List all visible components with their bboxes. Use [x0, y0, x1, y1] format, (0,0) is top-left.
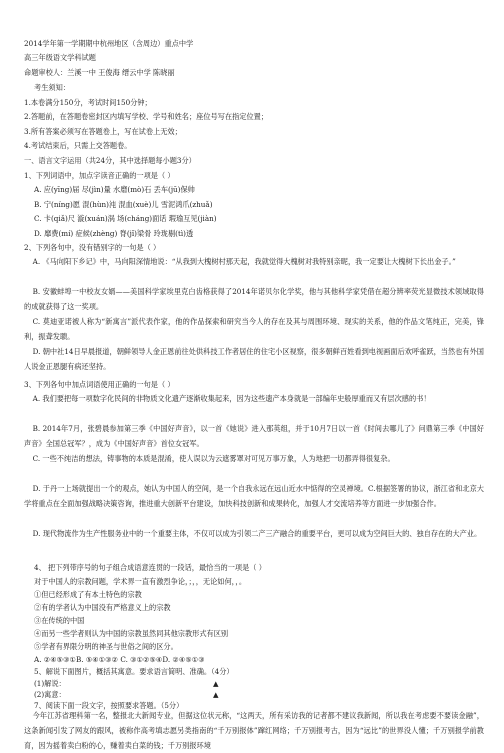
- exam-subtitle: 高三年级语文学科试题: [24, 53, 96, 62]
- question-6-stem: 7、阅读下面一段文字，按照要求答题。（5分）: [34, 701, 184, 710]
- question-4-item: ②有的学者认为中国没有严格意义上的宗教: [34, 603, 171, 612]
- answer-marker-icon: ▲: [212, 690, 219, 699]
- question-3-option-c: C. 一些不纯洁的想法，铸事物的本质是混淆，使人误以为云遮雾罩对可见万事万象，人为地把一切都弄得很复杂。: [32, 454, 395, 463]
- question-2-option-d: D. 朝中社14日早晨报道，朝鲜领导人金正恩前往处供科技工作者居住的住宅小区视察，很多朝鲜百姓看到电视画面后欢呼雀跃，当然也有外国人说金正恩腿有病还坚持。: [24, 347, 484, 371]
- question-4-stem: 4、 把下列带序号的句子组合成语意连贯的一段话，最恰当的一项是（ ）: [34, 563, 266, 572]
- question-3-option-d2: D. 现代物流作为生产性服务业中的一个重要主体，不仅可以成为引领二产三产融合的重要平台，更可以成为空间巨大的、独自存在的大产业。: [32, 529, 482, 538]
- question-2-stem: 2、下列各句中，没有错别字的一句是（ ）: [24, 243, 161, 252]
- question-4-lead: 对于中国人的宗教问题，学术界一直有激烈争论，；，，无论如何，，。: [34, 577, 247, 586]
- question-1-option-c: C. 卡(qiǎ)尺 漩(xuán)涡 场(cháng)面话 瑕瑜互见(jiàn): [34, 214, 217, 223]
- question-2-option-a: A. 《马向阳下乡记》中，马向阳深情地说：“从我到大槐树村那天起，我就觉得大槐树对我特别亲昵，我一定要让大槐树下长出金子。”: [32, 257, 456, 266]
- question-1-option-d: D. 靡费(mí) 症候(zhèng) 脊(jǐ)梁骨 玲珑剔(tì)透: [34, 229, 194, 238]
- note-item: 3.所有答案必须写在答题卷上，写在试卷上无效；: [24, 127, 182, 136]
- answer-marker-icon: ▲: [212, 679, 219, 688]
- question-3-option-a: A. 我们要把每一项数字化民间的非物质文化遗产逐渐收集起来，因为这些遗产本身就是一部编年史般厚重而又有层次感的书！: [32, 394, 431, 403]
- question-1-option-b: B. 宁(níng)愿 混(hùn)沌 混血(xuè)儿 雪泥鸿爪(zhuǎ): [34, 200, 213, 209]
- question-1-option-a: A. 应(yīng)届 尽(jìn)量 水磨(mò)石 丢车(jū)保帅: [34, 185, 195, 194]
- note-item: 1.本卷满分150分，考试时间150分钟；: [24, 98, 152, 107]
- question-6-text: 今年江苏省理科第一名，整报北大新闻专业，但据这位状元称，“这两天，所有采访我的记者都不建议我新闻，所以我在考虑要不要读金融”，这条新闻引发了网友的跟风，被称作高考填志愿另类指南的“千万别报体”蹿红网络；千万别报考古，因为“远比”的世界没人懂；千万别报学前教育，因为摇着卖白粉的心，赚着卖白菜的钱；千万别报环境: [24, 711, 484, 750]
- note-item: 2.答题前，在答题卷密封区内填写学校、学号和姓名；座位号写在指定位置；: [24, 112, 269, 121]
- question-5-line-2: [34, 690, 494, 700]
- notes-heading: 考生须知：: [34, 83, 70, 92]
- question-4-item: ①但已经形成了有本土特色的宗教: [34, 590, 142, 599]
- question-4-options: A. ②④⑤③①B. ⑤④①③② C. ③①②⑤④D. ②④⑤①③: [34, 655, 205, 664]
- question-3-option-b: B. 2014年7月，张碧晨参加第三季《中国好声音》，以一首《她说》进入那英组，并于10月7日以一首《时间去哪儿了》问鼎第三季《中国好声音》全国总冠军？，成为《中国好声音》首位女冠军。: [24, 424, 484, 448]
- question-3-option-d: D. 于丹一上场就提出一个的观点，她认为中国人的空间，是一个自我永远在远山近水中惦得的空灵禅境。C.根据签署的协议，浙江省和北京大学将重点在全面加强战略决策咨询，推进重大创新平台建设，加快科技创新和成果转化，加强人才交流培养等方面进一步加强合作。: [24, 484, 484, 508]
- question-1-stem: 1、下列词语中，加点字读音正确的一项是（ ）: [24, 171, 175, 180]
- question-5-label: (2)寓意：: [34, 690, 66, 699]
- question-5-line-1: [34, 679, 494, 689]
- exam-authors: 命题审校人：兰溪一中 王俊海 缙云中学 陈晓丽: [24, 68, 175, 77]
- question-5-label: (1)解说：: [34, 679, 66, 688]
- note-item: 4.考试结束后，只需上交答题卷。: [24, 141, 132, 150]
- question-2-option-b: B. 安徽蚌埠一中校友女婿——美国科学家埃里克白齿格获得了2014年诺贝尔化学奖，他与其他科学家凭借在超分辨率荧光显微技术领域取得的成就获得了这一奖项。: [24, 287, 484, 311]
- question-5-stem: 5、解说下面图片，概括其寓意。要求语言简明、准确。（4分）: [34, 667, 234, 676]
- question-2-option-c: C. 莫迪亚诺被人称为“新寓言”派代表作家，他的作品探索和研究当今人的存在及其与周围环境、现实的关系，他的作品文笔纯正，完美，锋利，振聋发聩。: [24, 317, 484, 341]
- question-4-item: ⑤学者有界限分明的神圣与世俗之间的区分。: [34, 642, 178, 651]
- question-4-item: ④而另一些学者则认为中国的宗教虽然同其他宗教形式有区别: [34, 629, 229, 638]
- question-3-stem: 3、下列各句中加点词语使用正确的一句是（ ）: [24, 380, 175, 389]
- question-4-item: ③在传统的中国: [34, 616, 85, 625]
- section-heading: 一、语言文字运用（共24分，其中选择题每小题3分）: [24, 156, 196, 165]
- exam-title: 2014学年第一学期期中杭州地区（含周边）重点中学: [24, 39, 194, 48]
